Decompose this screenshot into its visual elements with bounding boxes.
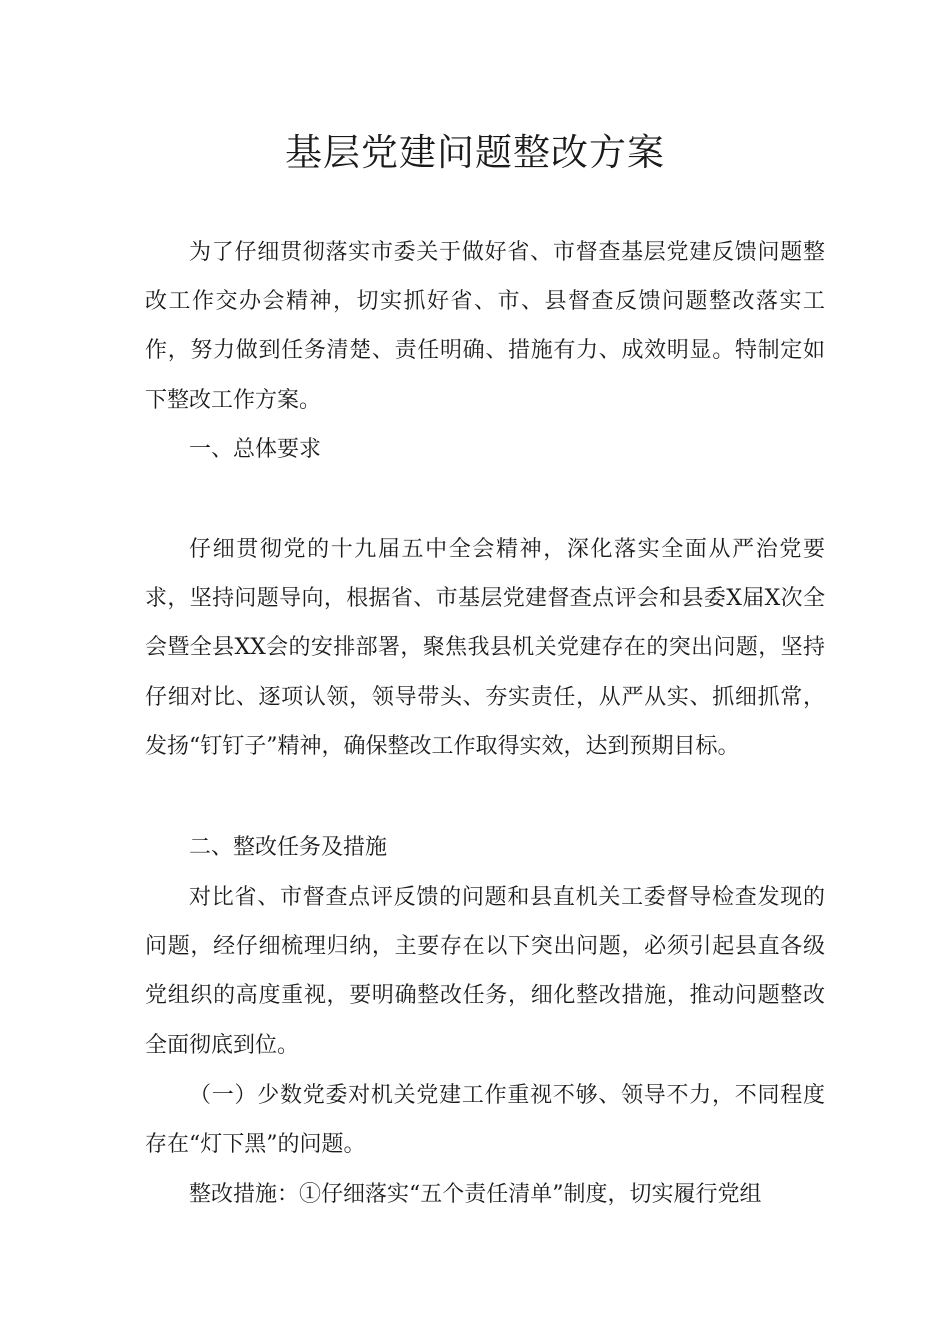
item1-paragraph: （一）少数党委对机关党建工作重视不够、领导不力，不同程度存在“灯下黑”的问题。 xyxy=(145,1083,825,1158)
intro-paragraph: 为了仔细贯彻落实市委关于做好省、市督查基层党建反馈问题整改工作交办会精神，切实抓好省、市、县督查反馈问题整改落实工作，努力做到任务清楚、责任明确、措施有力、成效明显。特制定如下整改工作方案。 xyxy=(145,240,825,413)
section2-paragraph: 对比省、市督查点评反馈的问题和县直机关工委督导检查发现的问题，经仔细梳理归纳，主要存在以下突出问题，必须引起县直各级党组织的高度重视，要明确整改任务，细化整改措施，推动问题整改全面彻底到位。 xyxy=(145,885,825,1058)
document-title: 基层党建问题整改方案 xyxy=(285,131,665,174)
measures-paragraph: 整改措施：①仔细落实“五个责任清单”制度，切实履行党组 xyxy=(189,1182,762,1207)
section2-heading: 二、整改任务及措施 xyxy=(189,835,388,860)
section1-heading: 一、总体要求 xyxy=(189,437,322,462)
section1-paragraph: 仔细贯彻党的十九届五中全会精神，深化落实全面从严治党要求，坚持问题导向，根据省、市基层党建督查点评会和县委X届X次全会暨全县XX会的安排部署，聚焦我县机关党建存在的突出问题，坚持仔细对比、逐项认领，领导带头、夯实责任，从严从实、抓细抓常，发扬“钉钉子”精神，确保整改工作取得实效，达到预期目标。 xyxy=(145,537,825,759)
